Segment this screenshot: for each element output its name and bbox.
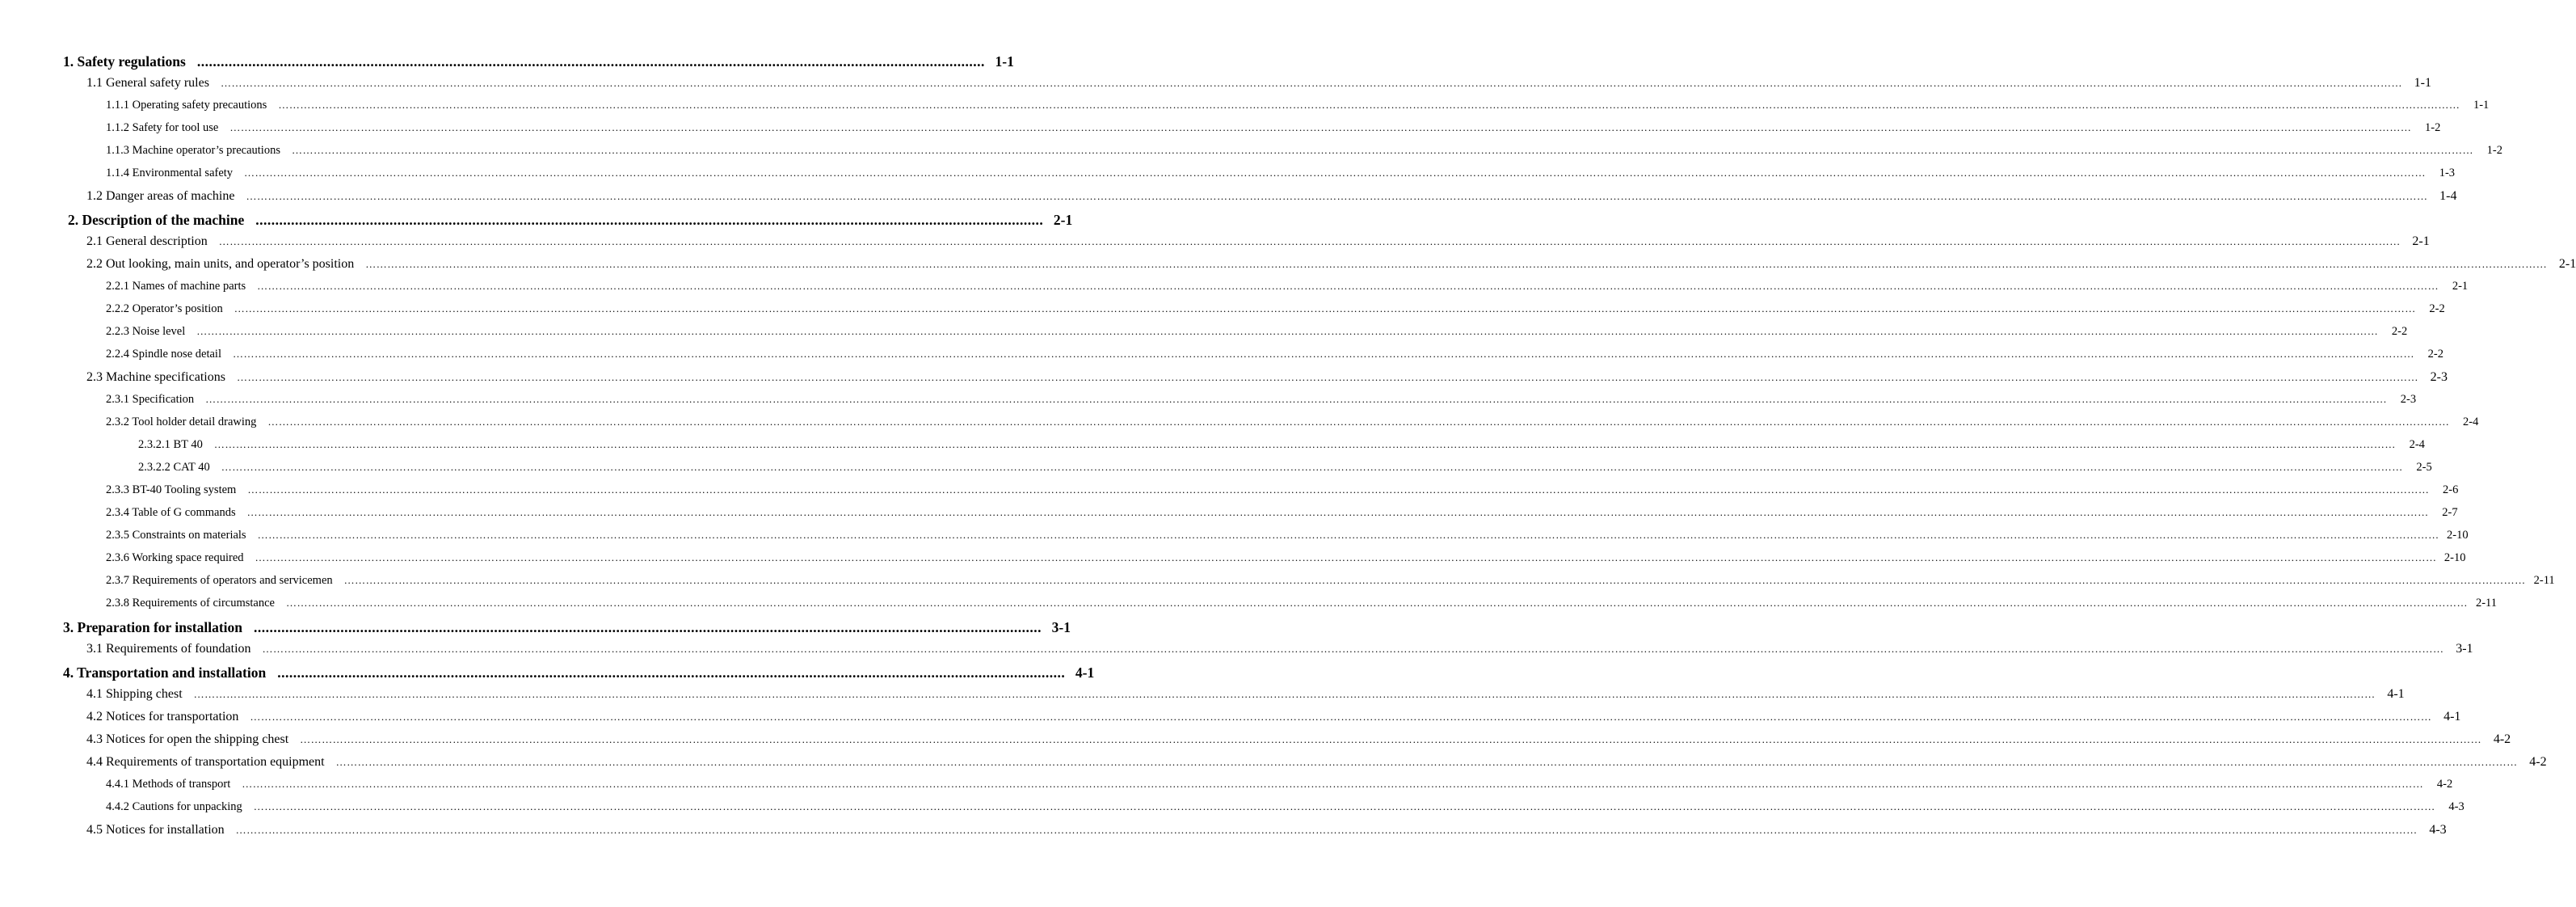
dot-leader: …………………………………………………………………………………………………………………………………………………………………………………………………………………………………………………………………………………………………………………………………………………………………………………………………………………………………………………………………………………………………………………………………………………… [257,529,2439,541]
toc-entry[interactable] [106,121,2441,135]
toc-entry[interactable] [86,755,2547,770]
toc-entry-title: 4.4 Requirements of transportation equipment [86,755,325,769]
toc-entry-title: 2.2.3 Noise level [106,325,186,338]
dot-leader: …………………………………………………………………………………………………………………………………………………………………………………………………………………………………………………………………………………………………………………………………………………………………………………………………………………………………………………………………………………………………………………………………………………… [253,800,2435,812]
toc-entry-title: 1.1 General safety rules [86,76,209,90]
toc-entry[interactable] [106,393,2417,407]
toc-entry-page: 2-1 [2412,234,2430,248]
toc-entry-title: 2.3.3 BT-40 Tooling system [106,483,237,496]
dot-leader: …………………………………………………………………………………………………………………………………………………………………………………………………………………………………………………………………………………………………………………………………………………………………………………………………………………………………………………………………………………………………………………………………………………… [205,393,2388,405]
toc-entry-page: 3-1 [2456,642,2473,656]
toc-entry[interactable] [138,461,2432,475]
toc-entry-page: 1-1 [2473,99,2490,112]
dot-leader: …………………………………………………………………………………………………………………………………………………………………………………………………………………………………………………………………………………………………………………………………………………………………………………………………………………………………………………………………………………………………………………………………………………… [365,258,2548,270]
toc-entry-title: 1. Safety regulations [63,53,186,70]
dot-leader: ........................................................................................................................................................................................................ [277,664,1066,681]
toc-entry-page: 2-4 [2463,416,2479,428]
toc-entry-page: 4-1 [2443,710,2461,723]
dot-leader: …………………………………………………………………………………………………………………………………………………………………………………………………………………………………………………………………………………………………………………………………………………………………………………………………………………………………………………………………………………………………………………………………………………… [300,733,2482,745]
toc-entry-title: 3.1 Requirements of foundation [86,642,251,656]
toc-entry-page: 2-1 [1053,212,1073,228]
dot-leader: …………………………………………………………………………………………………………………………………………………………………………………………………………………………………………………………………………………………………………………………………………………………………………………………………………………………………………………………………………………………………………………………………………………… [218,235,2401,247]
dot-leader: …………………………………………………………………………………………………………………………………………………………………………………………………………………………………………………………………………………………………………………………………………………………………………………………………………………………………………………………………………………………………………………………………………………… [247,483,2430,496]
toc-entry-title: 4.4.1 Methods of transport [106,778,231,791]
dot-leader: …………………………………………………………………………………………………………………………………………………………………………………………………………………………………………………………………………………………………………………………………………………………………………………………………………………………………………………………………………………………………………………………………………………… [221,461,2403,473]
dot-leader: …………………………………………………………………………………………………………………………………………………………………………………………………………………………………………………………………………………………………………………………………………………………………………………………………………………………………………………………………………………………………………………………………………………… [246,506,2429,518]
toc-entry[interactable] [86,257,2576,272]
dot-leader: …………………………………………………………………………………………………………………………………………………………………………………………………………………………………………………………………………………………………………………………………………………………………………………………………………………………………………………………………………………………………………………………………………………… [250,711,2432,723]
dot-leader: …………………………………………………………………………………………………………………………………………………………………………………………………………………………………………………………………………………………………………………………………………………………………………………………………………………………………………………………………………………………………………………………………………………… [235,824,2418,836]
toc-entry-page: 2-6 [2442,483,2459,496]
toc-entry-title: 1.1.4 Environmental safety [106,167,234,179]
toc-entry[interactable] [106,597,2497,610]
toc-entry-page: 2-2 [2391,325,2408,338]
toc-entry[interactable] [86,732,2511,747]
toc-entry-page: 1-2 [2425,121,2441,134]
toc-entry-title: 3. Preparation for installation [63,619,242,635]
toc-entry-page: 2-11 [2475,597,2497,610]
toc-entry-title: 4.4.2 Cautions for unpacking [106,800,242,813]
toc-entry[interactable] [106,167,2456,180]
dot-leader: …………………………………………………………………………………………………………………………………………………………………………………………………………………………………………………………………………………………………………………………………………………………………………………………………………………………………………………………………………………………………………………………………………………… [229,121,2412,133]
toc-entry-page: 1-2 [2486,144,2502,157]
toc-entry-title: 4.2 Notices for transportation [86,710,239,723]
dot-leader: …………………………………………………………………………………………………………………………………………………………………………………………………………………………………………………………………………………………………………………………………………………………………………………………………………………………………………………………………………………………………………………………………………………… [285,597,2468,609]
toc-entry-title: 2.2 Out looking, main units, and operator’s position [86,257,355,271]
toc-entry-title: 2.3.2.1 BT 40 [138,438,203,451]
dot-leader: …………………………………………………………………………………………………………………………………………………………………………………………………………………………………………………………………………………………………………………………………………………………………………………………………………………………………………………………………………………………………………………………………………………… [236,371,2418,383]
toc-entry[interactable] [106,144,2502,158]
toc-entry[interactable] [63,619,1071,636]
toc-entry-page: 2-5 [2416,461,2432,474]
toc-entry-page: 4-2 [2436,778,2453,791]
toc-entry-title: 2.2.2 Operator’s position [106,302,223,315]
dot-leader: …………………………………………………………………………………………………………………………………………………………………………………………………………………………………………………………………………………………………………………………………………………………………………………………………………………………………………………………………………………………………………………………………………………… [262,643,2444,655]
toc-entry-title: 1.1.3 Machine operator’s precautions [106,144,280,157]
toc-entry-title: 1.1.2 Safety for tool use [106,121,219,134]
toc-entry-page: 1-1 [995,53,1014,70]
toc-entry[interactable] [86,234,2430,249]
toc-entry[interactable] [106,551,2466,565]
toc-entry[interactable] [106,280,2469,293]
toc-entry-page: 1-1 [2414,76,2431,90]
dot-leader: …………………………………………………………………………………………………………………………………………………………………………………………………………………………………………………………………………………………………………………………………………………………………………………………………………………………………………………………………………………………………………………………………………………… [335,756,2518,768]
dot-leader: …………………………………………………………………………………………………………………………………………………………………………………………………………………………………………………………………………………………………………………………………………………………………………………………………………………………………………………………………………………………………………………………………………………… [232,348,2414,360]
toc-entry[interactable] [106,348,2443,361]
dot-leader: …………………………………………………………………………………………………………………………………………………………………………………………………………………………………………………………………………………………………………………………………………………………………………………………………………………………………………………………………………………………………………………………………………………… [257,280,2439,292]
toc-entry-title: 2.2.4 Spindle nose detail [106,348,221,361]
toc-entry-title: 4.3 Notices for open the shipping chest [86,732,289,746]
dot-leader: …………………………………………………………………………………………………………………………………………………………………………………………………………………………………………………………………………………………………………………………………………………………………………………………………………………………………………………………………………………………………………………………………………………… [234,302,2416,314]
dot-leader: …………………………………………………………………………………………………………………………………………………………………………………………………………………………………………………………………………………………………………………………………………………………………………………………………………………………………………………………………………………………………………………………………………………… [196,325,2379,337]
toc-entry-page: 4-2 [2493,732,2511,746]
dot-leader: …………………………………………………………………………………………………………………………………………………………………………………………………………………………………………………………………………………………………………………………………………………………………………………………………………………………………………………………………………………………………………………………………………………… [193,688,2376,700]
toc-entry-page: 2-3 [2400,393,2417,406]
dot-leader: …………………………………………………………………………………………………………………………………………………………………………………………………………………………………………………………………………………………………………………………………………………………………………………………………………………………………………………………………………………………………………………………………………………… [255,551,2437,563]
toc-entry-title: 4.5 Notices for installation [86,823,225,837]
toc-entry[interactable] [106,416,2479,429]
toc-entry-page: 2-2 [2427,348,2443,361]
toc-entry[interactable] [106,800,2464,814]
toc-entry[interactable] [106,574,2555,588]
toc-entry-page: 4-3 [2448,800,2464,813]
toc-entry-title: 2.3.8 Requirements of circumstance [106,597,275,610]
toc-entry[interactable] [68,212,1073,229]
dot-leader: ........................................................................................................................................................................................................ [255,212,1044,228]
toc-entry[interactable] [106,483,2459,497]
toc-entry[interactable] [86,370,2448,385]
toc-entry-title: 2.3.2.2 CAT 40 [138,461,210,474]
toc-entry-page: 1-4 [2439,189,2457,203]
toc-entry-title: 2.2.1 Names of machine parts [106,280,246,293]
toc-entry-page: 2-11 [2533,574,2555,587]
toc-entry[interactable] [106,302,2445,316]
dot-leader: ........................................................................................................................................................................................................ [254,619,1042,635]
dot-leader: …………………………………………………………………………………………………………………………………………………………………………………………………………………………………………………………………………………………………………………………………………………………………………………………………………………………………………………………………………………………………………………………………………………… [213,438,2396,450]
dot-leader: …………………………………………………………………………………………………………………………………………………………………………………………………………………………………………………………………………………………………………………………………………………………………………………………………………………………………………………………………………………………………………………………………………………… [343,574,2526,586]
toc-entry[interactable] [106,778,2453,791]
toc-entry-title: 1.1.1 Operating safety precautions [106,99,267,112]
dot-leader: …………………………………………………………………………………………………………………………………………………………………………………………………………………………………………………………………………………………………………………………………………………………………………………………………………………………………………………………………………………………………………………………………………………… [267,416,2450,428]
toc-entry[interactable] [86,642,2473,656]
toc-entry-page: 2-4 [2409,438,2425,451]
dot-leader: ........................................................................................................................................................................................................ [196,53,985,70]
toc-entry[interactable] [63,664,1095,681]
toc-entry-page: 2-2 [2429,302,2445,315]
toc-entry[interactable] [86,823,2447,837]
toc-entry-page: 2-10 [2443,551,2466,564]
dot-leader: …………………………………………………………………………………………………………………………………………………………………………………………………………………………………………………………………………………………………………………………………………………………………………………………………………………………………………………………………………………………………………………………………………………… [244,167,2427,179]
dot-leader: …………………………………………………………………………………………………………………………………………………………………………………………………………………………………………………………………………………………………………………………………………………………………………………………………………………………………………………………………………………………………………………………………………………… [246,190,2428,202]
toc-entry[interactable] [86,76,2431,91]
toc-entry-title: 4.1 Shipping chest [86,687,183,701]
toc-entry[interactable] [63,53,1014,70]
toc-entry[interactable] [106,99,2490,112]
toc-entry-page: 4-1 [2387,687,2405,701]
toc-entry-title: 4. Transportation and installation [63,664,267,681]
toc-entry-page: 1-3 [2439,167,2456,179]
toc-entry-title: 2. Description of the machine [68,212,245,228]
toc-entry-page: 4-3 [2429,823,2447,837]
dot-leader: …………………………………………………………………………………………………………………………………………………………………………………………………………………………………………………………………………………………………………………………………………………………………………………………………………………………………………………………………………………………………………………………………………………… [278,99,2460,111]
toc-entry[interactable] [86,710,2461,724]
toc-entry-title: 1.2 Danger areas of machine [86,189,235,203]
toc-entry-page: 2-1 [2452,280,2469,293]
toc-entry-title: 2.3 Machine specifications [86,370,225,384]
toc-entry-page: 4-2 [2529,755,2547,769]
toc-entry-title: 2.3.2 Tool holder detail drawing [106,416,257,428]
dot-leader: …………………………………………………………………………………………………………………………………………………………………………………………………………………………………………………………………………………………………………………………………………………………………………………………………………………………………………………………………………………………………………………………………………………… [220,77,2402,89]
dot-leader: …………………………………………………………………………………………………………………………………………………………………………………………………………………………………………………………………………………………………………………………………………………………………………………………………………………………………………………………………………………………………………………………………………………… [291,144,2473,156]
toc-entry-page: 2-10 [2446,529,2469,542]
toc-entry[interactable] [86,687,2405,702]
toc-entry[interactable] [138,438,2425,452]
toc-entry-title: 2.3.1 Specification [106,393,195,406]
toc-entry-title: 2.1 General description [86,234,208,248]
toc-entry-page: 3-1 [1051,619,1071,635]
toc-entry-title: 2.3.4 Table of G commands [106,506,236,519]
toc-entry-page: 2-3 [2430,370,2448,384]
toc-entry-page: 2-7 [2442,506,2458,519]
dot-leader: …………………………………………………………………………………………………………………………………………………………………………………………………………………………………………………………………………………………………………………………………………………………………………………………………………………………………………………………………………………………………………………………………………………… [242,778,2424,790]
toc-entry[interactable] [106,325,2408,339]
toc-entry-page: 4-1 [1075,664,1095,681]
toc-entry[interactable] [86,189,2457,204]
toc-entry[interactable] [106,529,2469,542]
toc-entry-page: 2-1 [2558,257,2576,271]
toc-entry-title: 2.3.5 Constraints on materials [106,529,246,542]
toc-entry-title: 2.3.7 Requirements of operators and servicemen [106,574,333,587]
toc-entry-title: 2.3.6 Working space required [106,551,244,564]
toc-entry[interactable] [106,506,2458,520]
